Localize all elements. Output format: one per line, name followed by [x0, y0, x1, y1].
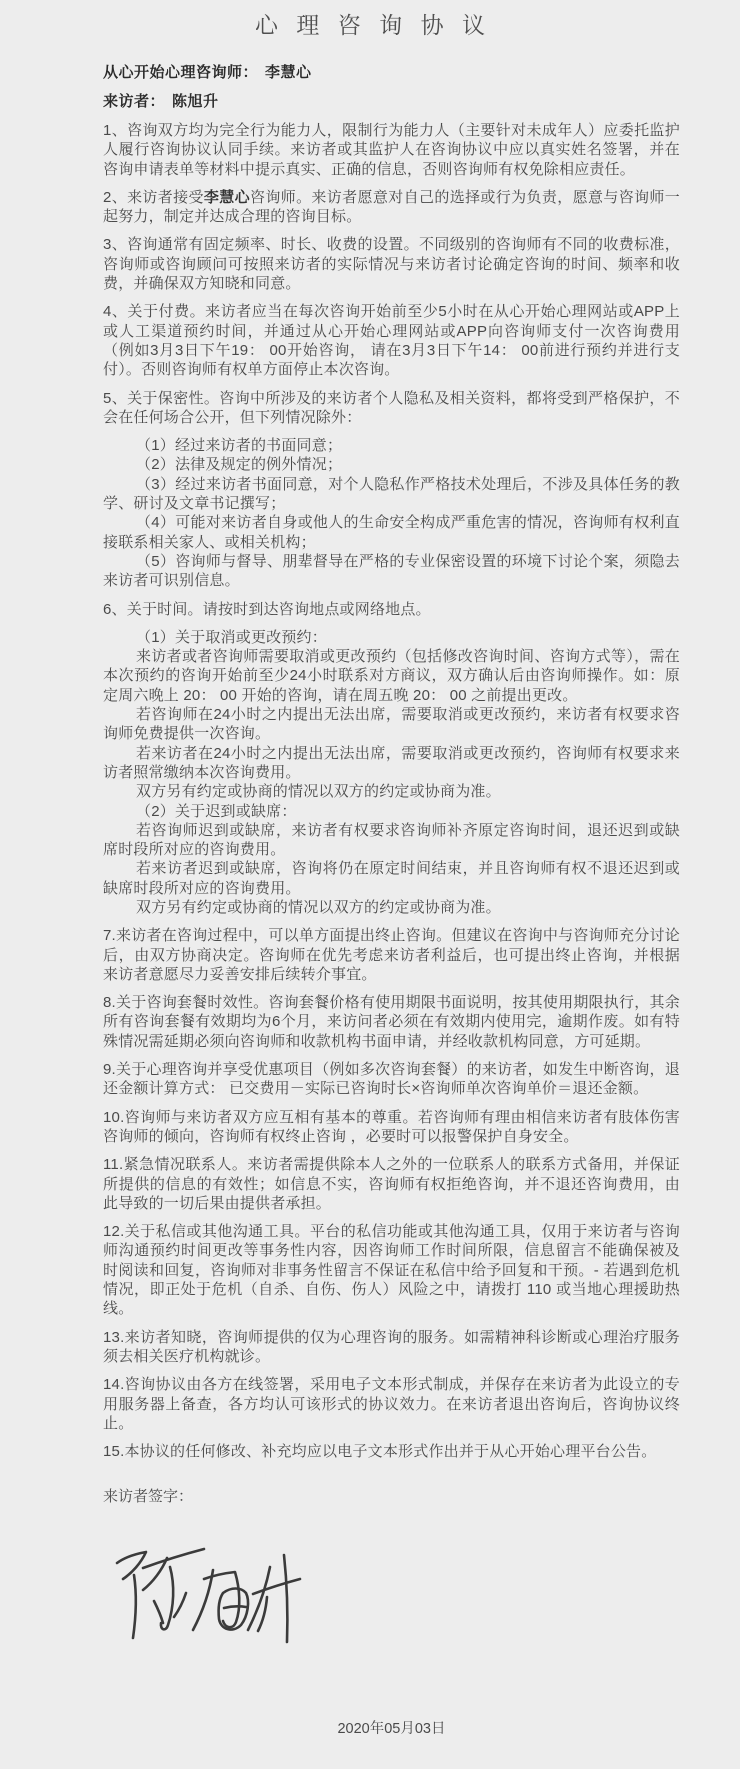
agreement-paragraph: [103, 1375, 680, 1433]
text-segment: 来访者或者咨询师需要取消或更改预约（包括修改咨询时间、咨询方式等），需在本次预约的咨询开始前至少24小时联系对方商议，双方确认后由咨询师操作。如：原定周六晚上 20： 00 开始的咨询，请在周五晚 20： 00 之前提出更改。: [103, 648, 680, 704]
text-segment: 11.紧急情况联系人。来访者需提供除本人之外的一位联系人的联系方式备用，并保证所提供的信息的有效性；如信息不实，咨询师有权拒绝咨询，并不退还咨询费用，由此导致的一切后果由提供者承担。: [103, 1156, 680, 1212]
visitor-name: 陈旭升: [172, 93, 219, 110]
text-segment: 若来访者迟到或缺席，咨询将仍在原定时间结束，并且咨询师有权不退还迟到或缺席时段所对应的咨询费用。: [103, 860, 680, 897]
text-segment: （2）关于迟到或缺席：: [136, 802, 297, 820]
signature-label: 来访者签字：: [103, 1488, 194, 1506]
agreement-paragraph: [103, 859, 680, 898]
visitor-label: 来访者：: [103, 93, 166, 110]
text-segment: 13.来访者知晓，咨询师提供的仅为心理咨询的服务。如需精神科诊断或心理治疗服务须去相关医疗机构就诊。: [103, 1328, 680, 1365]
text-segment: （5）咨询师与督导、朋辈督导在严格的专业保密设置的环境下讨论个案，须隐去来访者可识别信息。: [103, 552, 680, 590]
agreement-paragraph: [103, 475, 680, 514]
agreement-paragraph: [103, 121, 680, 179]
agreement-paragraph: [103, 1060, 680, 1099]
agreement-paragraph: [103, 1442, 680, 1461]
text-segment: 6、关于时间。请按时到达咨询地点或网络地点。: [103, 600, 431, 618]
text-segment: （1）关于取消或更改预约：: [136, 628, 327, 646]
bold-name-segment: 李慧心: [203, 188, 250, 206]
counselor-label: 从心开始心理咨询师：: [103, 64, 259, 81]
text-segment: （3）经过来访者书面同意，对个人隐私作严格技术处理后，不涉及具体任务的教学、研讨及文章书记撰写；: [103, 475, 680, 513]
text-segment: 7.来访者在咨询过程中，可以单方面提出终止咨询。但建议在咨询中与咨询师充分讨论后，由双方协商决定。咨询师在优先考虑来访者利益后，也可提出终止咨询，并根据来访者意愿尽力妥善安排后续转介事宜。: [103, 927, 680, 983]
text-segment: 14.咨询协议由各方在线签署，采用电子文本形式制成，并保存在来访者为此设立的专用服务器上备查，各方均认可该形式的协议效力。在来访者退出咨询后，咨询协议终止。: [103, 1376, 680, 1432]
agreement-paragraph: [103, 513, 680, 552]
agreement-paragraph: [103, 926, 680, 984]
agreement-paragraph: [103, 993, 680, 1051]
text-segment: 双方另有约定或协商的情况以双方的约定或协商为准。: [136, 783, 501, 801]
text-segment: 若咨询师在24小时之内提出无法出席，需要取消或更改预约，来访者有权要求咨询师免费提供一次咨询。: [103, 706, 680, 743]
agreement-paragraph: [103, 389, 680, 428]
text-segment: 12.关于私信或其他沟通工具。平台的私信功能或其他沟通工具，仅用于来访者与咨询师沟通预约时间更改等事务性内容，因咨询师工作时间所限，信息留言不能确保被及时阅读和回复，咨询师对非事务性留言不保证在私信中给予回复和干预。- 若遇到危机情况，即正处于危机（自杀、自伤、伤人）风险之中，请拨打 110 或当地心理援助热线。: [103, 1223, 680, 1318]
text-segment: 10.咨询师与来访者双方应互相有基本的尊重。若咨询师有理由相信来访者有肢体伤害咨询师的倾向，咨询师有权终止咨询 ，必要时可以报警保护自身安全。: [103, 1108, 680, 1145]
text-segment: （4）可能对来访者自身或他人的生命安全构成严重危害的情况，咨询师有权利直接联系相关家人、或相关机构；: [103, 514, 680, 551]
agreement-paragraph: [103, 705, 680, 744]
agreement-paragraph: [103, 235, 680, 293]
text-segment: 若来访者在24小时之内提出无法出席，需要取消或更改预约，咨询师有权要求来访者照常缴纳本次咨询费用。: [103, 744, 680, 781]
text-segment: 1、咨询双方均为完全行为能力人，限制行为能力人（主要针对未成年人）应委托监护人履行咨询协议认同手续。来访者或其监护人在咨询协议中应以真实姓名签署，并在咨询申请表单等材料中提示真实、正确的信息，否则咨询师有权免除相应责任。: [103, 122, 680, 178]
agreement-paragraph: [103, 1155, 680, 1213]
page-title: 心 理 咨 询 协 议: [255, 12, 491, 38]
agreement-paragraph: [103, 436, 680, 455]
text-segment: 双方另有约定或协商的情况以双方的约定或协商为准。: [136, 898, 501, 916]
text-segment: 4、关于付费。来访者应当在每次咨询开始前至少5小时在从心开始心理网站或APP上或人工渠道预约时间，并通过从心开始心理网站或APP向咨询师支付一次咨询费用（例如3月3日下午19： 00开始咨询， 请在3月3日下午14： 00前进行预约并进行支付）。否则咨询师有权单方面停止本次咨询。: [103, 303, 680, 379]
agreement-paragraph: [103, 898, 680, 917]
agreement-paragraph: [103, 782, 680, 801]
agreement-date: 2020年05月03日: [337, 1720, 446, 1737]
agreement-paragraph: [103, 802, 680, 821]
agreement-paragraph: [103, 552, 680, 591]
agreement-paragraph: [103, 1328, 680, 1367]
text-segment: 5、关于保密性。咨询中所涉及的来访者个人隐私及相关资料，都将受到严格保护，不会在任何场合公开，但下列情况除外：: [103, 389, 680, 426]
agreement-paragraph: [103, 628, 680, 647]
agreement-body: [103, 121, 680, 1461]
counselor-line: [103, 63, 680, 83]
text-segment: 2、来访者接受: [103, 188, 204, 206]
text-segment: （2）法律及规定的例外情况；: [136, 456, 343, 474]
visitor-signature-handwriting: [107, 1537, 307, 1649]
text-segment: 9.关于心理咨询并享受优惠项目（例如多次咨询套餐）的来访者，如发生中断咨询，退还金额计算方式： 已交费用－实际已咨询时长×咨询师单次咨询单价＝退还金额。: [103, 1061, 680, 1098]
text-segment: 3、咨询通常有固定频率、时长、收费的设置。不同级别的咨询师有不同的收费标准，咨询师或咨询顾问可按照来访者的实际情况与来访者讨论确定咨询的时间、频率和收费，并确保双方知晓和同意。: [103, 236, 680, 293]
text-segment: 8.关于咨询套餐时效性。咨询套餐价格有使用期限书面说明，按其使用期限执行，其余所有咨询套餐有效期均为6个月，来访问者必须在有效期内使用完，逾期作废。如有特殊情况需延期必须向咨询师和收款机构书面申请，并经收款机构同意，方可延期。: [103, 994, 680, 1050]
visitor-line: [103, 92, 680, 112]
agreement-paragraph: [103, 455, 680, 474]
counselor-name: 李慧心: [265, 64, 312, 81]
agreement-paragraph: [103, 600, 680, 619]
text-segment: 咨询师。来访者愿意对自己的选择或行为负责，愿意与咨询师一起努力，制定并达成合理的咨询目标。: [103, 188, 680, 226]
text-segment: （1）经过来访者的书面同意；: [136, 437, 343, 455]
text-segment: 15.本协议的任何修改、补充均应以电子文本形式作出并于从心开始心理平台公告。: [103, 1443, 657, 1461]
agreement-paragraph: [103, 1222, 680, 1318]
agreement-column: [0, 40, 740, 1738]
agreement-paragraph: [103, 744, 680, 783]
agreement-paragraph: [103, 188, 680, 227]
agreement-paragraph: [103, 302, 680, 379]
text-segment: 若咨询师迟到或缺席，来访者有权要求咨询师补齐原定咨询时间，退还迟到或缺席时段所对应的咨询费用。: [103, 821, 680, 859]
agreement-paragraph: [103, 1108, 680, 1147]
agreement-paragraph: [103, 647, 680, 705]
agreement-paragraph: [103, 821, 680, 860]
